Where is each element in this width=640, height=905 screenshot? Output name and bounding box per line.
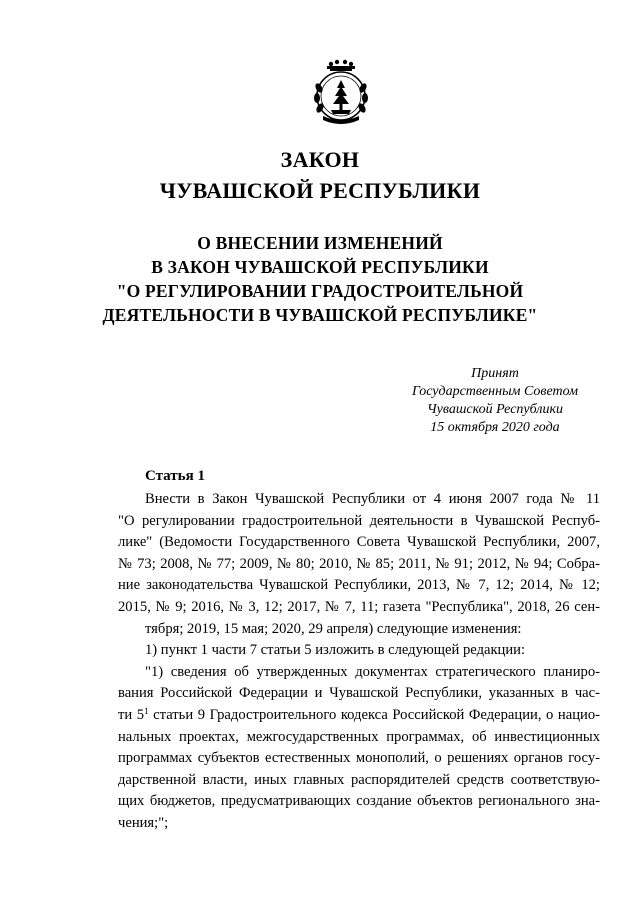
body-line-with-superscript xyxy=(118,705,600,727)
article-heading: Статья 1 xyxy=(145,468,205,484)
subtitle-line-4: ДЕЯТЕЛЬНОСТИ В ЧУВАШСКОЙ РЕСПУБЛИКЕ" xyxy=(102,305,538,325)
document-title-republic: ЧУВАШСКОЙ РЕСПУБЛИКИ xyxy=(159,178,481,203)
adoption-note-line: Государственным Советом xyxy=(411,384,579,399)
body-line: ние законодательства Чувашской Республики, 2013, № 7, 12; 2014, № 12; xyxy=(118,577,600,594)
adoption-note-line: Принят xyxy=(471,366,519,381)
subtitle-line-2: В ЗАКОН ЧУВАШСКОЙ РЕСПУБЛИКИ xyxy=(151,257,489,277)
subtitle-line-3: "О РЕГУЛИРОВАНИИ ГРАДОСТРОИТЕЛЬНОЙ xyxy=(116,281,524,301)
body-line: "1) сведения об утвержденных документах стратегического планиро- xyxy=(145,663,600,680)
adoption-note-line: 15 октября 2020 года xyxy=(430,420,560,435)
subtitle-line-1: О ВНЕСЕНИИ ИЗМЕНЕНИЙ xyxy=(197,233,443,253)
body-line: Внести в Закон Чувашской Республики от 4 июня 2007 года № 11 xyxy=(145,491,600,507)
body-text-fragment: ти 5 xyxy=(118,706,145,723)
adoption-note-line: Чувашской Республики xyxy=(427,402,563,417)
article-body xyxy=(118,489,600,835)
body-line: 1) пункт 1 части 7 статьи 5 изложить в следующей редакции: xyxy=(145,642,526,659)
chuvash-coat-of-arms-emblem xyxy=(309,58,373,126)
body-line: чения;"; xyxy=(118,814,169,831)
body-line: щих бюджетов, предусматривающих создание объектов регионального зна- xyxy=(118,793,600,810)
body-line: № 73; 2008, № 77; 2009, № 80; 2010, № 85; 2011, № 91; 2012, № 94; Собра- xyxy=(118,555,600,572)
body-line: тября; 2019, 15 мая; 2020, 29 апреля) следующие изменения: xyxy=(145,620,522,637)
body-line: вания Российской Федерации и Чувашской Республики, указанных в час- xyxy=(118,685,600,702)
body-text-fragment: статьи 9 Градостроительного кодекса Российской Федерации, о нацио- xyxy=(148,706,600,723)
adoption-note xyxy=(380,365,610,437)
body-line: нальных проектах, межгосударственных программах, об инвестиционных xyxy=(118,728,600,745)
body-line: "О регулировании градостроительной деятельности в Чувашской Респуб- xyxy=(118,512,600,529)
body-line: 2015, № 9; 2016, № 3, 12; 2017, № 7, 11; газета "Республика", 2018, 26 сен- xyxy=(118,598,600,615)
body-line: дарственной власти, иных главных распорядителей средств соответствую- xyxy=(118,771,600,788)
superscript-index: 1 xyxy=(144,705,149,716)
document-title-law: ЗАКОН xyxy=(280,147,360,172)
body-line: лике" (Ведомости Государственного Совета Чувашской Республики, 2007, xyxy=(118,534,600,551)
body-line: программах субъектов естественных монополий, о решениях органов госу- xyxy=(118,750,600,767)
